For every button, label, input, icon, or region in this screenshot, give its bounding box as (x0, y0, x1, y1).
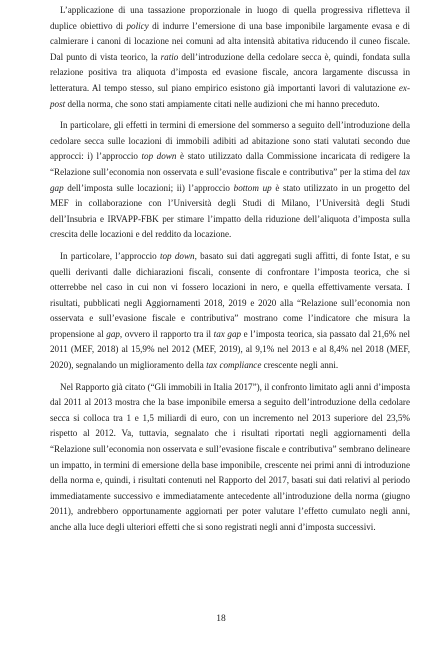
text-run: L’applicazione di una tassazione proporzionale in luogo di quella progressiva rifletteva il duplice obiettivo di (50, 5, 410, 31)
italic-text: tax gap (50, 166, 410, 193)
body-text (50, 3, 410, 542)
text-run: è stato utilizzato in un progetto del MEF in collaborazione con l’Università degli Studi di Milano, l’Università degli Studi dell’Insubria e IRVAPP-FBK per stimare l’impatto della riduzione dell’aliquota d’imposta sulla crescita delle locazioni e del reddito da locazione. (50, 182, 410, 240)
text-run: crescente negli anni. (261, 360, 339, 371)
text-run: è stato utilizzato dalla Commissione incaricata di redigere la “Relazione sull’economia non osservata e sull’evasione fiscale e contributiva” per la stima del (50, 151, 410, 177)
italic-text: top down, (159, 250, 197, 261)
page-number: 18 (216, 614, 226, 624)
paragraph-1 (50, 3, 410, 112)
text-run: ovvero il rapporto tra il (122, 328, 214, 339)
text-run: Nel Rapporto già citato (“Gli immobili in Italia 2017”), il confronto limitato agli anni d’imposta dal 2011 al 2013 mostra che la base imponibile emersa a seguito dell’introduzione della cedolare secca si colloca tra 1 e 1,5 miliardi di euro, con un incremento nel 2013 superiore del 23,5% rispetto al 2012. Va, tuttavia, segnalato che i risultati riportati negli aggiornamenti della “Relazione sull’economia non osservata e sull’evasione fiscale e contributiva” sembrano delineare un impatto, in termini di emersione della base imponibile, crescente nei primi anni di introduzione della norma e, quindi, i risultati contenuti nel Rapporto del 2017, basati sui dati relativi al periodo immediatamente successivo e immediatamente antecedente all’introduzione della norma (giugno 2011), andrebbero opportunamente aggiornati per poter valutare l’effetto cumulato negli anni, anche alla luce degli ulteriori effetti che si sono registrati negli anni d’imposta successivi. (50, 381, 410, 532)
italic-text: top down (141, 151, 177, 162)
italic-text: ratio (160, 51, 179, 62)
paragraph-4 (50, 380, 410, 536)
text-run: basato sui dati aggregati sugli affitti, di fonte Istat, e su quelli derivanti dalle dichiarazioni fiscali, consente di confrontare l’imposta teorica, che si otterrebbe nel caso in cui non vi fossero locazioni in nero, e quella effettivamente versata. I risultati, pubblicati negli Aggiornamenti 2018, 2019 e 2020 alla “Relazione sull’economia non osservata e sull’evasione fiscale e contributiva” mostrano come l’indicatore che misura la propensione al (50, 250, 411, 339)
text-run: dell’introduzione della cedolare secca è, quindi, fondata sulla relazione positiva tra aliquota d’imposta ed evasione fiscale, ancora largamente discussa in letteratura. Al tempo stesso, sul piano empirico esistono già importanti lavori di valutazione (50, 51, 410, 93)
italic-text: ex-post (50, 82, 410, 109)
text-run: dell’imposta sulle locazioni; ii) l’approccio (63, 182, 234, 193)
paragraph-3 (50, 249, 410, 374)
text-run: di indurre l’emersione di una base imponibile largamente evasa e di calmierare i canoni di locazione nei comuni ad alta intensità abitativa riducendo il cuneo fiscale. Dal punto di vista teorico, la (50, 20, 410, 62)
italic-text: policy (126, 20, 149, 31)
italic-text: gap, (106, 328, 123, 339)
italic-text: bottom up (233, 182, 272, 193)
text-run: In particolare, gli effetti in termini di emersione del sommerso a seguito dell’introduzione della cedolare secca sulle locazioni di immobili adibiti ad abitazione sono stati valutati secondo due approcci: i) l’approccio (50, 120, 410, 162)
text-run: In particolare, l’approccio (60, 250, 160, 261)
text-run: e l’imposta teorica, sia passato dal 21,6% nel 2011 (MEF, 2018) al 15,9% nel 2012 (MEF, 2019), al 9,1% nel 2013 e al 8,4% nel 2018 (MEF, 2020), segnalando un miglioramento della (50, 328, 410, 371)
italic-text: tax gap (213, 328, 242, 339)
text-run: della norma, che sono stati ampiamente citati nelle audizioni che mi hanno preceduto. (65, 98, 380, 109)
paragraph-2 (50, 118, 410, 243)
italic-text: tax compliance (206, 360, 262, 371)
